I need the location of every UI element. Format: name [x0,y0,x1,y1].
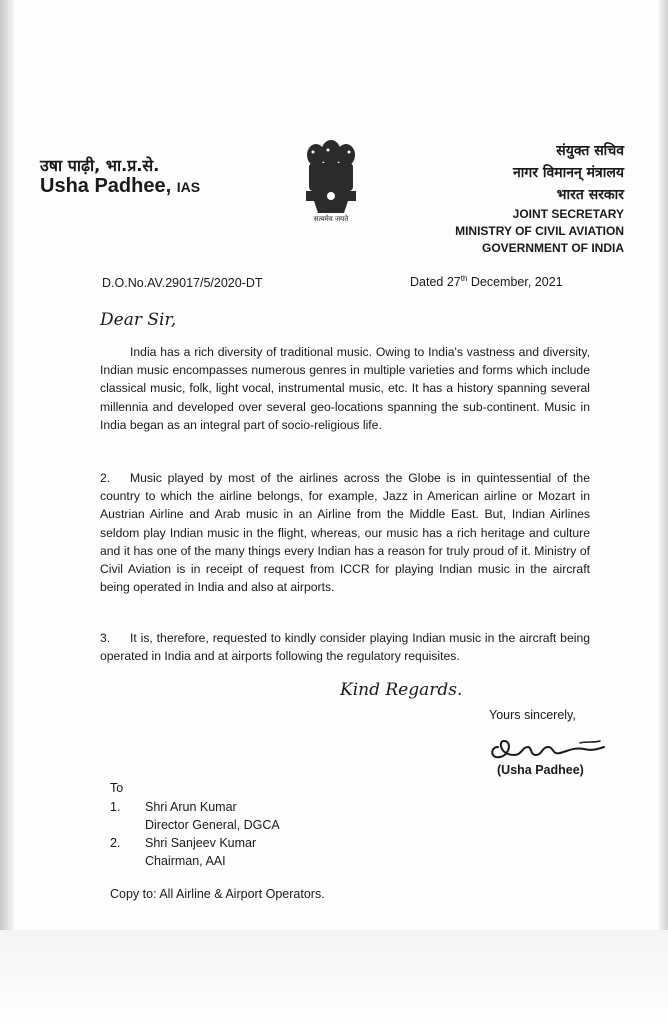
paragraph-text: It is, therefore, requested to kindly consider playing Indian music in the aircraft being operated in India and at airports following the regulatory requisites. [100,631,590,664]
salutation: Dear Sir, [100,310,177,330]
recipient-designation: Chairman, AAI [145,854,226,868]
paragraph-2 [100,469,590,596]
page-left-edge [0,0,14,940]
kind-regards-handwritten: Kind Regards. [340,680,463,700]
date-suffix: th [460,274,468,283]
date-rest: December, 2021 [467,275,563,290]
recipient-number: 1. [110,800,121,814]
paragraph-number: 3. [100,631,111,645]
sender-service: IAS [176,179,201,195]
yours-sincerely: Yours sincerely, [489,708,576,722]
office-english-line: MINISTRY OF CIVIL AVIATION [455,224,624,238]
reference-number: D.O.No.AV.29017/5/2020-DT [102,276,263,290]
recipient-number: 2. [110,836,121,850]
office-hindi-line: संयुक्त सचिव [556,143,624,159]
office-english-line: GOVERNMENT OF INDIA [481,241,624,255]
paragraph-text: Music played by most of the airlines across the Globe is in quintessential of the country to which the airline belongs, for example, Jazz in American airline or Mozart in Austrian Airline and Arab music in an Airline from the Middle East. But, Indian Airlines seldom play Indian music in the flight, whereas, our music has a rich heritage and culture and it has one of the many things every Indian has a reason for truly proud of it. Ministry of Civil Aviation is in receipt of request from ICCR for playing Indian music in the aircraft being operated in India and also at airports. [100,471,590,595]
office-hindi-line: भारत सरकार [556,187,624,203]
date-prefix: Dated 27 [410,275,461,290]
signatory-name: (Usha Padhee) [497,763,584,777]
letter-date [410,274,563,289]
paragraph-1: India has a rich diversity of traditional music. Owing to India's vastness and diversity, Indian music encompasses numerous genres in multiple varieties and forms which include classical music, folk, light vocal, instrumental music, etc. It has a history spanning several millennia and developed over several geo-locations spanning the sub-continent. Music in India began as an integral part of socio-religious life. [100,345,590,432]
paragraph-number: 2. [100,471,111,485]
office-heading [455,140,624,257]
sender-name-hindi: उषा पाढ़ी, भा.प्र.से. [40,156,160,175]
recipient-name: Shri Sanjeev Kumar [145,836,257,850]
to-label: To [110,781,124,795]
page-bottom-edge [0,930,668,1024]
copy-to: Copy to: All Airline & Airport Operators. [110,887,325,901]
recipient-2 [110,834,256,870]
paragraph-3 [100,629,590,665]
page-right-edge [658,0,668,940]
recipient-designation: Director General, DGCA [145,818,280,832]
recipient-name: Shri Arun Kumar [145,800,237,814]
sender-name-text: Usha Padhee, [40,175,172,197]
emblem-motto: सत्यमेव जयते [313,215,349,223]
recipient-1 [110,798,280,834]
office-hindi-line: नागर विमानन् मंत्रालय [512,165,624,181]
office-english-line: JOINT SECRETARY [512,207,624,221]
sender-name [40,175,200,198]
